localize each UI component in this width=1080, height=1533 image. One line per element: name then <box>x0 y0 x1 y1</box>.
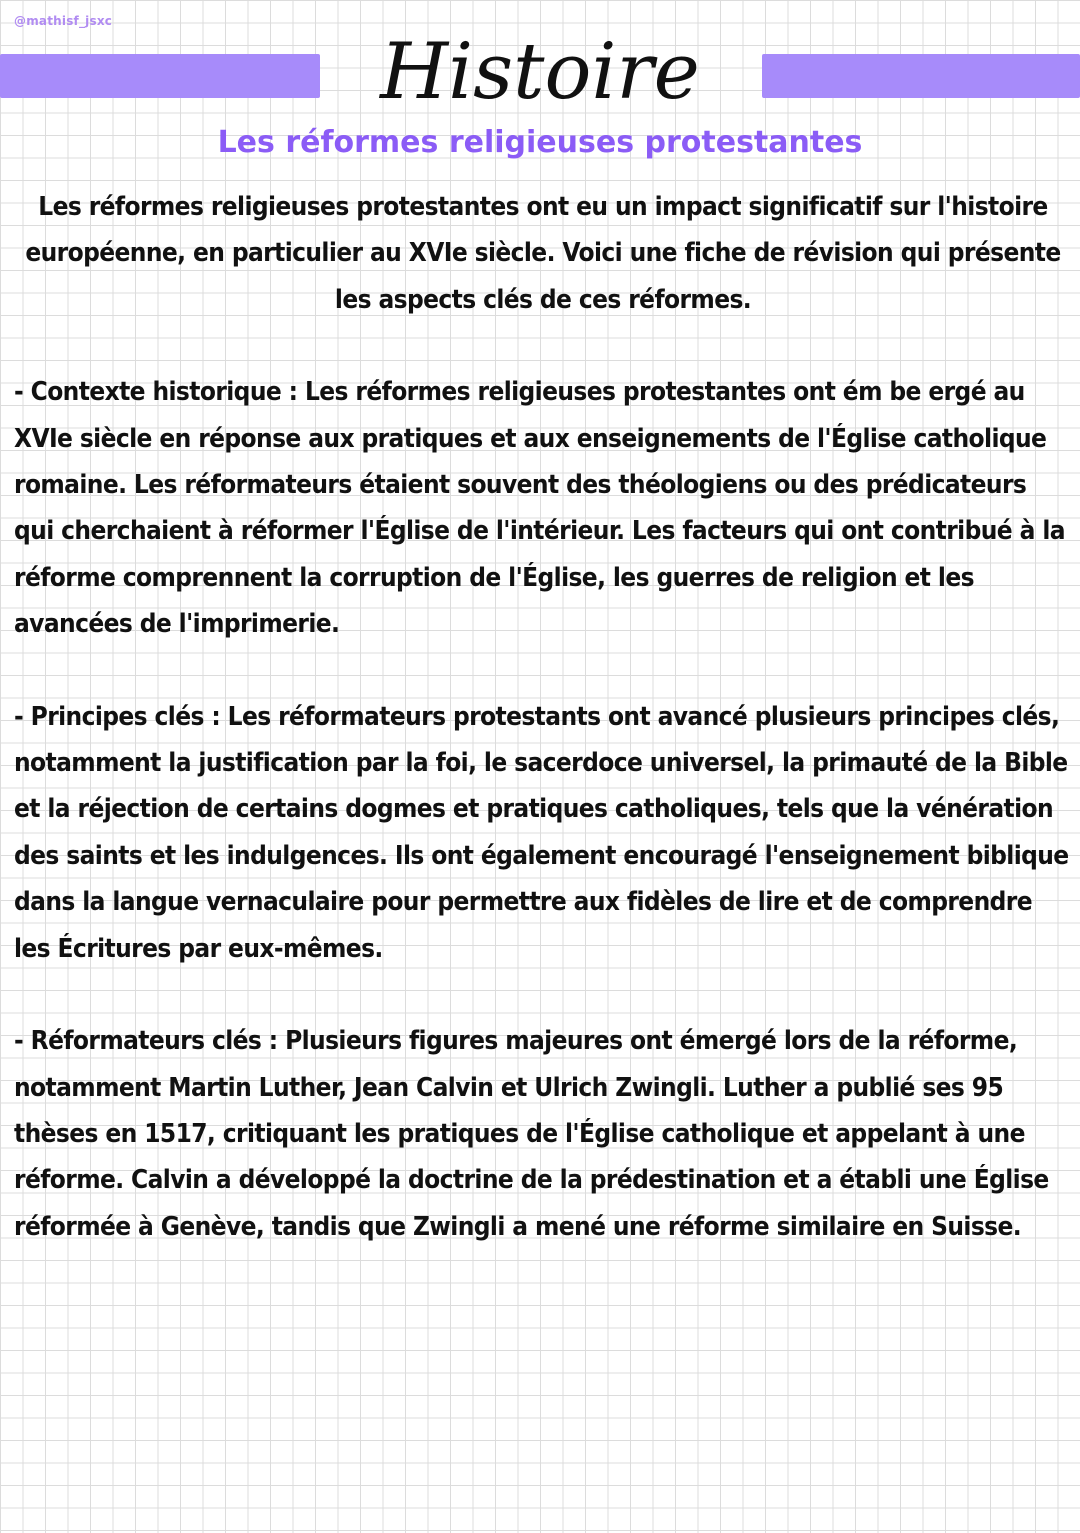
watermark: @mathisf_jsxc <box>14 14 113 28</box>
section-reformers: - Réformateurs clés : Plusieurs figures majeures ont émergé lors de la réforme, notamment Martin Luther, Jean Calvin et Ulrich Zwingli. Luther a publié ses 95 thèses en 1517, critiquant les pratiques de l'Église catholique et appelant à une réforme. Calvin a développé la doctrine de la prédestination et a établi une Église réformée à Genève, tandis que Zwingli a mené une réforme similaire en Suisse. <box>14 1026 1049 1242</box>
content <box>14 184 1072 1296</box>
page-subtitle: Les réformes religieuses protestantes <box>217 125 863 160</box>
page-title: Histoire <box>380 27 700 117</box>
section-principles: - Principes clés : Les réformateurs protestants ont avancé plusieurs principes clés, notamment la justification par la foi, le sacerdoce universel, la primauté de la Bible et la réjection de certains dogmes et pratiques catholiques, tels que la vénération des saints et les indulgences. Ils ont également encouragé l'enseignement biblique dans la langue vernaculaire pour permettre aux fidèles de lire et de comprendre les Écritures par eux-mêmes. <box>14 701 1069 964</box>
intro-paragraph: Les réformes religieuses protestantes ont eu un impact significatif sur l'histoire européenne, en particulier au XVIe siècle. Voici une fiche de révision qui présente les aspects clés de ces réformes. <box>25 192 1061 315</box>
section-context: - Contexte historique : Les réformes religieuses protestantes ont ém be ergé au XVIe siècle en réponse aux pratiques et aux enseignements de l'Église catholique romaine. Les réformateurs étaient souvent des théologiens ou des prédicateurs qui cherchaient à réformer l'Église de l'intérieur. Les facteurs qui ont contribué à la réforme comprennent la corruption de l'Église, les guerres de religion et les avancées de l'imprimerie. <box>14 377 1065 640</box>
